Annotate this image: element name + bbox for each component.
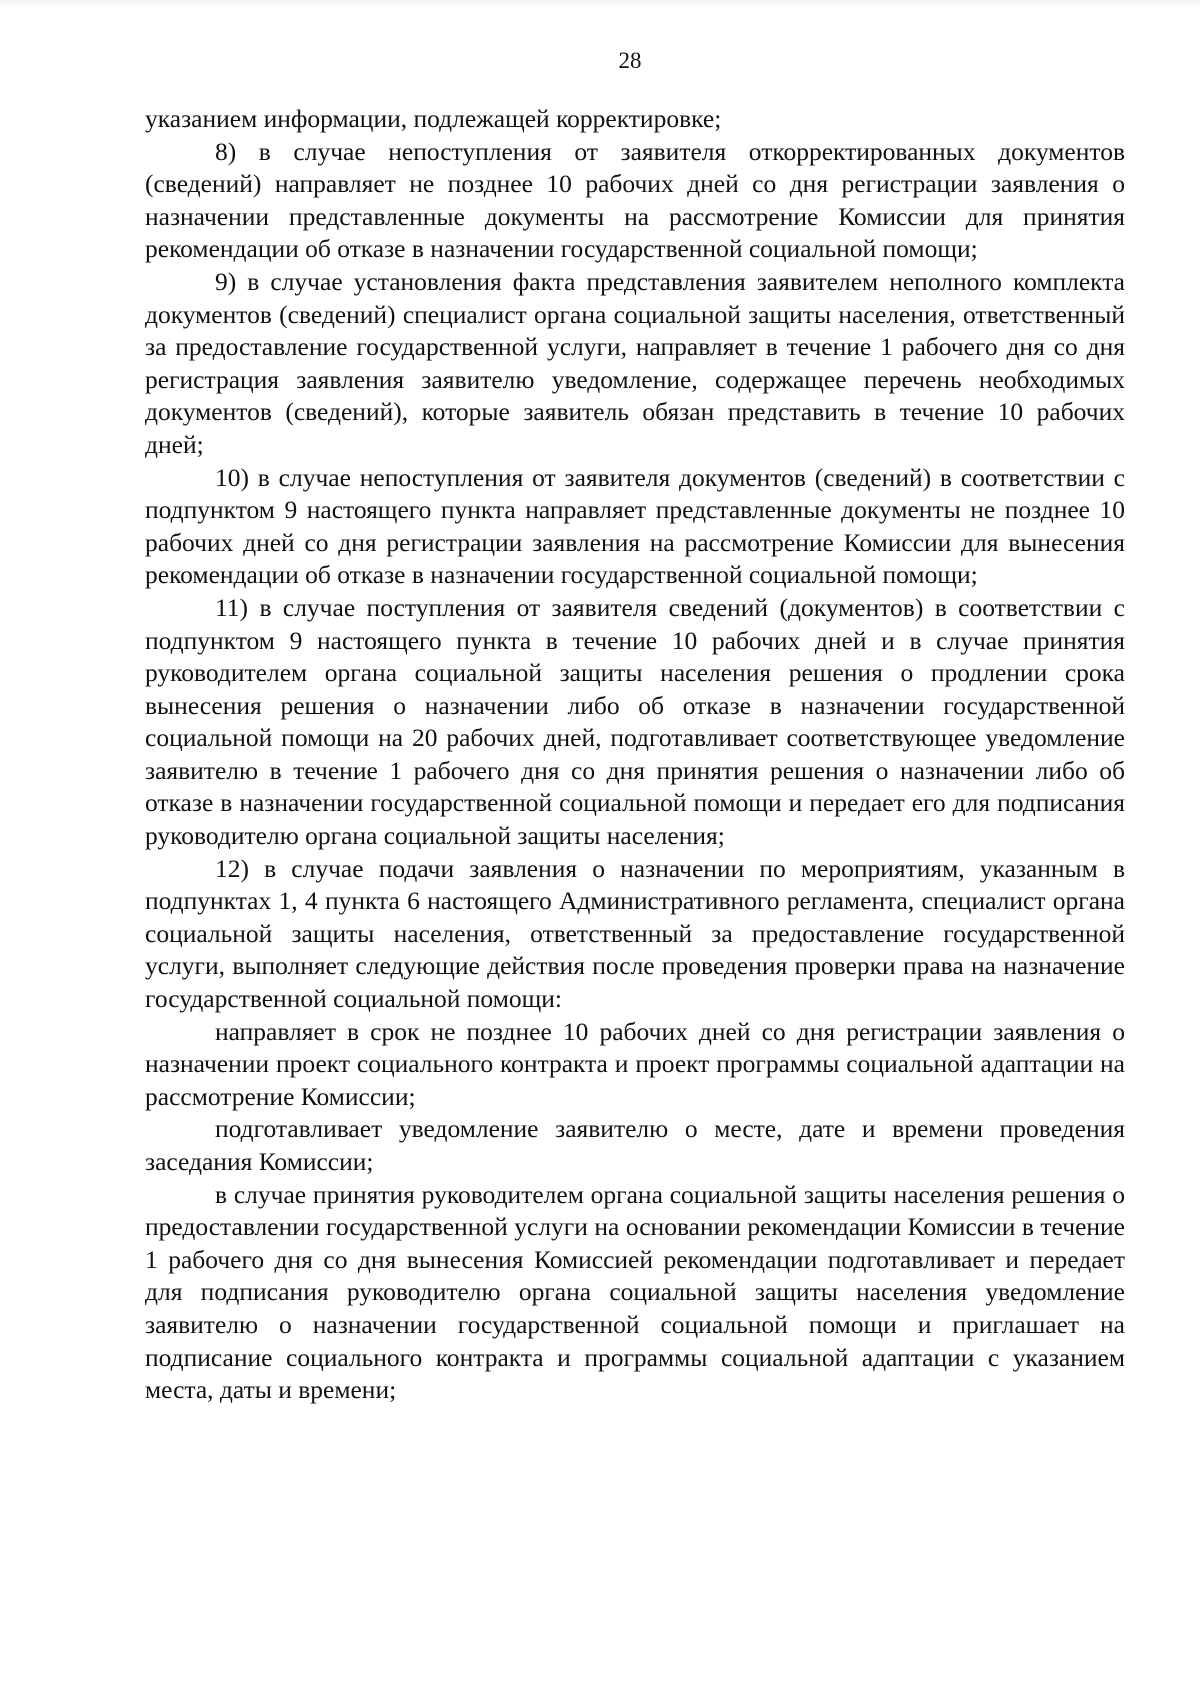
paragraph-action-send: направляет в срок не позднее 10 рабочих дней со дня регистрации заявления о назначении проект социального контракта и проект программы социальной адаптации на рассмотрение Комиссии;	[145, 1016, 1125, 1111]
paragraph-item-11: 11) в случае поступления от заявителя сведений (документов) в соответствии с подпунктом 9 настоящего пункта в течение 10 рабочих дней и в случае принятия руководителем органа социальной защиты населения решения о продлении срока вынесения решения о назначении либо об отказе в назначении государственной социальной помощи на 20 рабочих дней, подготавливает соответствующее уведомление заявителю в течение 1 рабочего дня со дня принятия решения о назначении либо об отказе в назначении государственной социальной помощи и передает его для подписания руководителю органа социальной защиты населения;	[145, 592, 1125, 851]
paragraph-item-12: 12) в случае подачи заявления о назначении по мероприятиям, указанным в подпунктах 1, 4 пункта 6 настоящего Административного регламента, специалист органа социальной защиты населения, ответственный за предоставление государственной услуги, выполняет следующие действия после проведения проверки права на назначение государственной социальной помощи:	[145, 853, 1125, 1014]
scan-edge	[0, 0, 1200, 10]
paragraph-action-decision: в случае принятия руководителем органа социальной защиты населения решения о предоставлении государственной услуги на основании рекомендации Комиссии в течение 1 рабочего дня со дня вынесения Комиссией рекомендации подготавливает и передает для подписания руководителю органа социальной защиты населения уведомление заявителю о назначении государственной социальной помощи и приглашает на подписание социального контракта и программы социальной адаптации с указанием места, даты и времени;	[145, 1179, 1125, 1405]
paragraph-item-10: 10) в случае непоступления от заявителя документов (сведений) в соответствии с подпунктом 9 настоящего пункта направляет представленные документы не позднее 10 рабочих дней со дня регистрации заявления на рассмотрение Комиссии для вынесения рекомендации об отказе в назначении государственной социальной помощи;	[145, 462, 1125, 590]
paragraph-item-9: 9) в случае установления факта представления заявителем неполного комплекта документов (сведений) специалист органа социальной защиты населения, ответственный за предоставление государственной услуги, направляет в течение 1 рабочего дня со дня регистрация заявления заявителю уведомление, содержащее перечень необходимых документов (сведений), которые заявитель обязан представить в течение 10 рабочих дней;	[145, 266, 1125, 459]
paragraph-action-notify: подготавливает уведомление заявителю о месте, дате и времени проведения заседания Комиссии;	[145, 1114, 1125, 1176]
document-body	[145, 103, 1125, 1407]
paragraph-continuation: указанием информации, подлежащей корректировке;	[145, 104, 722, 133]
paragraph-item-8: 8) в случае непоступления от заявителя откорректированных документов (сведений) направляет не позднее 10 рабочих дней со дня регистрации заявления о назначении представленные документы на рассмотрение Комиссии для принятия рекомендации об отказе в назначении государственной социальной помощи;	[145, 136, 1125, 264]
page-number: 28	[618, 48, 642, 73]
